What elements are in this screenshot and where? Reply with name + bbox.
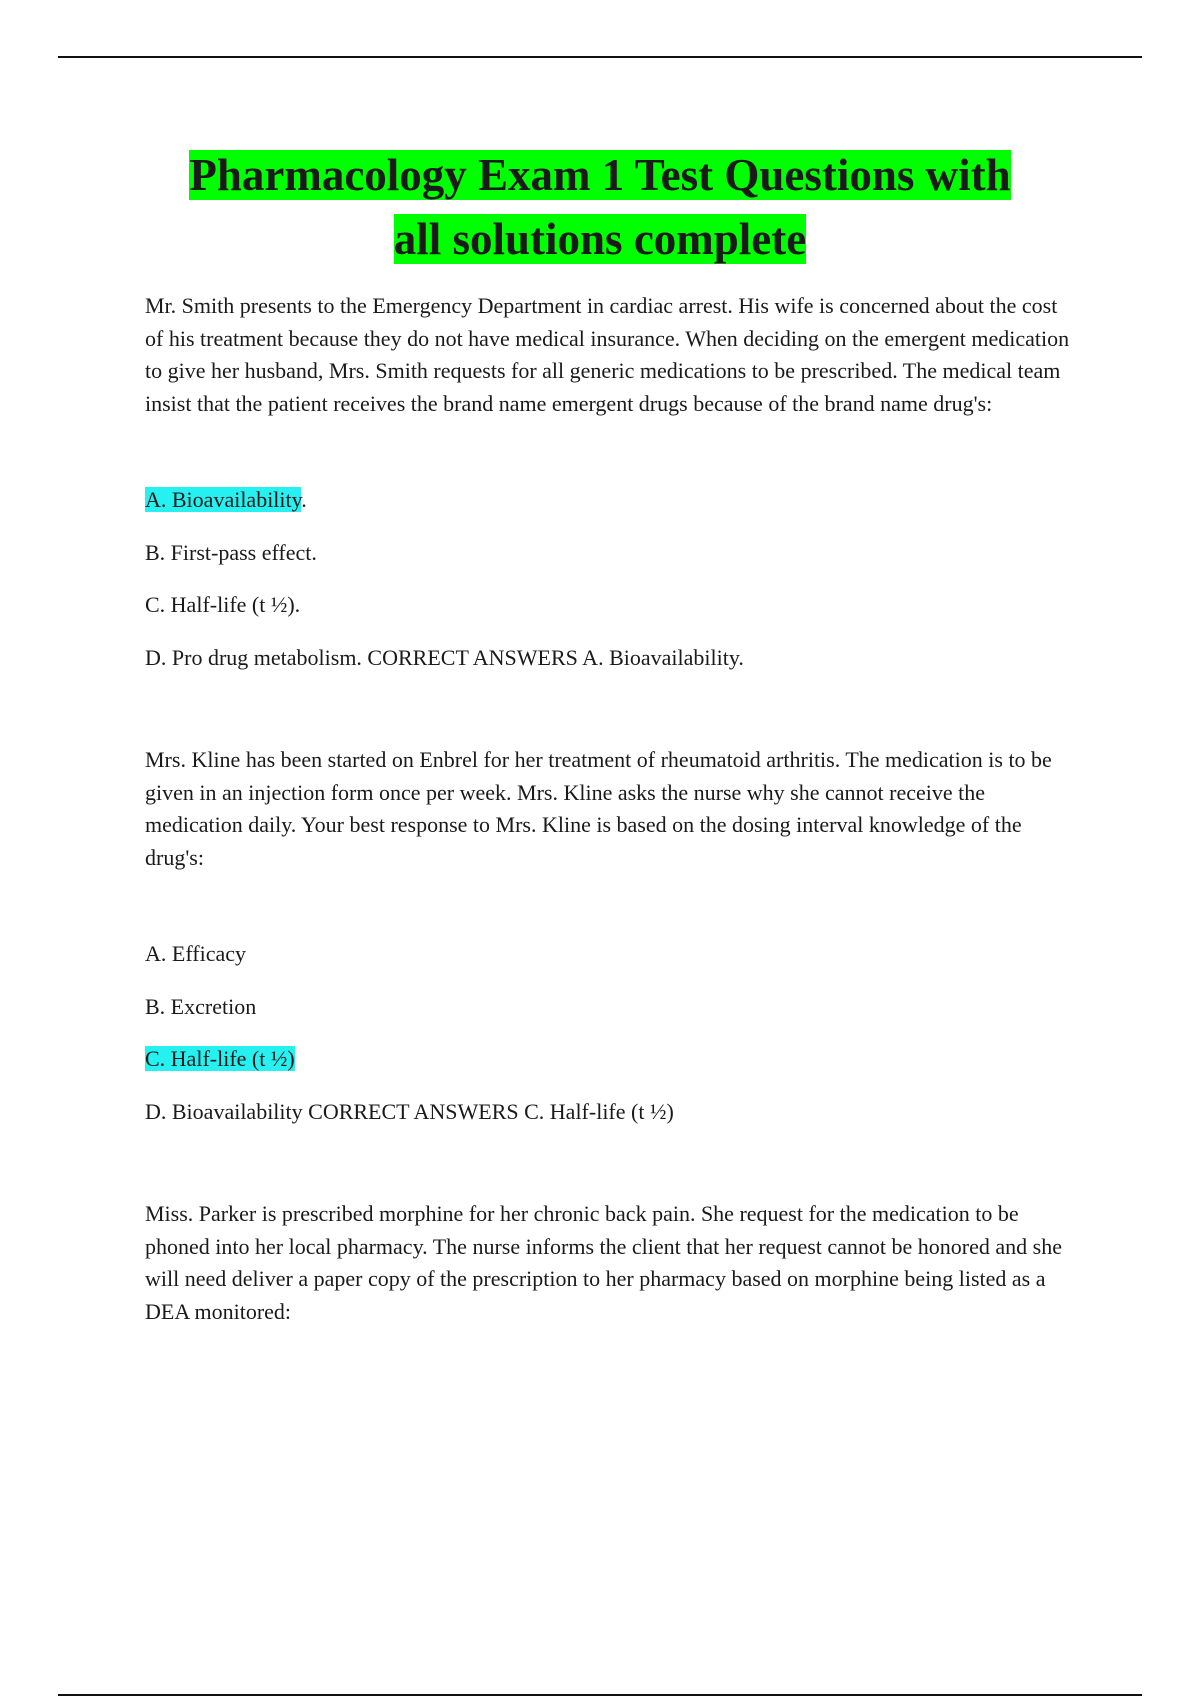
q1-option-a-suffix: . bbox=[301, 487, 307, 512]
question-2-text: Mrs. Kline has been started on Enbrel for her treatment of rheumatoid arthritis. The medication is to be given in an injection form once per week. Mrs. Kline asks the nurse why she cannot receive the medication daily. Your best response to Mrs. Kline is based on the dosing interval knowledge of the drug's: bbox=[145, 747, 1052, 870]
q1-option-b: B. First-pass effect. bbox=[145, 539, 317, 565]
question-1 bbox=[145, 290, 1080, 674]
document-title bbox=[0, 143, 1200, 271]
q2-option-b: B. Excretion bbox=[145, 993, 257, 1019]
title-line-1: Pharmacology Exam 1 Test Questions with bbox=[189, 150, 1011, 200]
question-3-text: Miss. Parker is prescribed morphine for her chronic back pain. She request for the medication to be phoned into her local pharmacy. The nurse informs the client that her request cannot be honored and she will need deliver a paper copy of the prescription to her pharmacy based on morphine being listed as a DEA monitored: bbox=[145, 1201, 1062, 1324]
bottom-rule bbox=[58, 1694, 1142, 1696]
question-1-text: Mr. Smith presents to the Emergency Department in cardiac arrest. His wife is concerned about the cost of his treatment because they do not have medical insurance. When deciding on the emergent medication to give her husband, Mrs. Smith requests for all generic medications to be prescribed. The medical team insist that the patient receives the brand name emergent drugs because of the brand name drug's: bbox=[145, 293, 1070, 416]
q2-option-d: D. Bioavailability CORRECT ANSWERS C. Half-life (t ½) bbox=[145, 1098, 674, 1124]
q2-option-a: A. Efficacy bbox=[145, 941, 246, 966]
question-3 bbox=[145, 1198, 1080, 1328]
document-body bbox=[145, 290, 1080, 1328]
q2-option-c bbox=[145, 1043, 1080, 1076]
q1-option-d: D. Pro drug metabolism. CORRECT ANSWERS A. Bioavailability. bbox=[145, 644, 744, 670]
title-line-2: all solutions complete bbox=[393, 214, 807, 264]
top-rule bbox=[58, 56, 1142, 58]
q1-option-c: C. Half-life (t ½). bbox=[145, 592, 301, 617]
question-2 bbox=[145, 744, 1080, 1128]
answer-highlight: C. Half-life (t ½) bbox=[145, 1046, 295, 1071]
q1-option-a bbox=[145, 484, 1080, 517]
question-2-options bbox=[145, 938, 1080, 1128]
question-1-options bbox=[145, 484, 1080, 674]
answer-highlight: A. Bioavailability bbox=[145, 487, 302, 512]
